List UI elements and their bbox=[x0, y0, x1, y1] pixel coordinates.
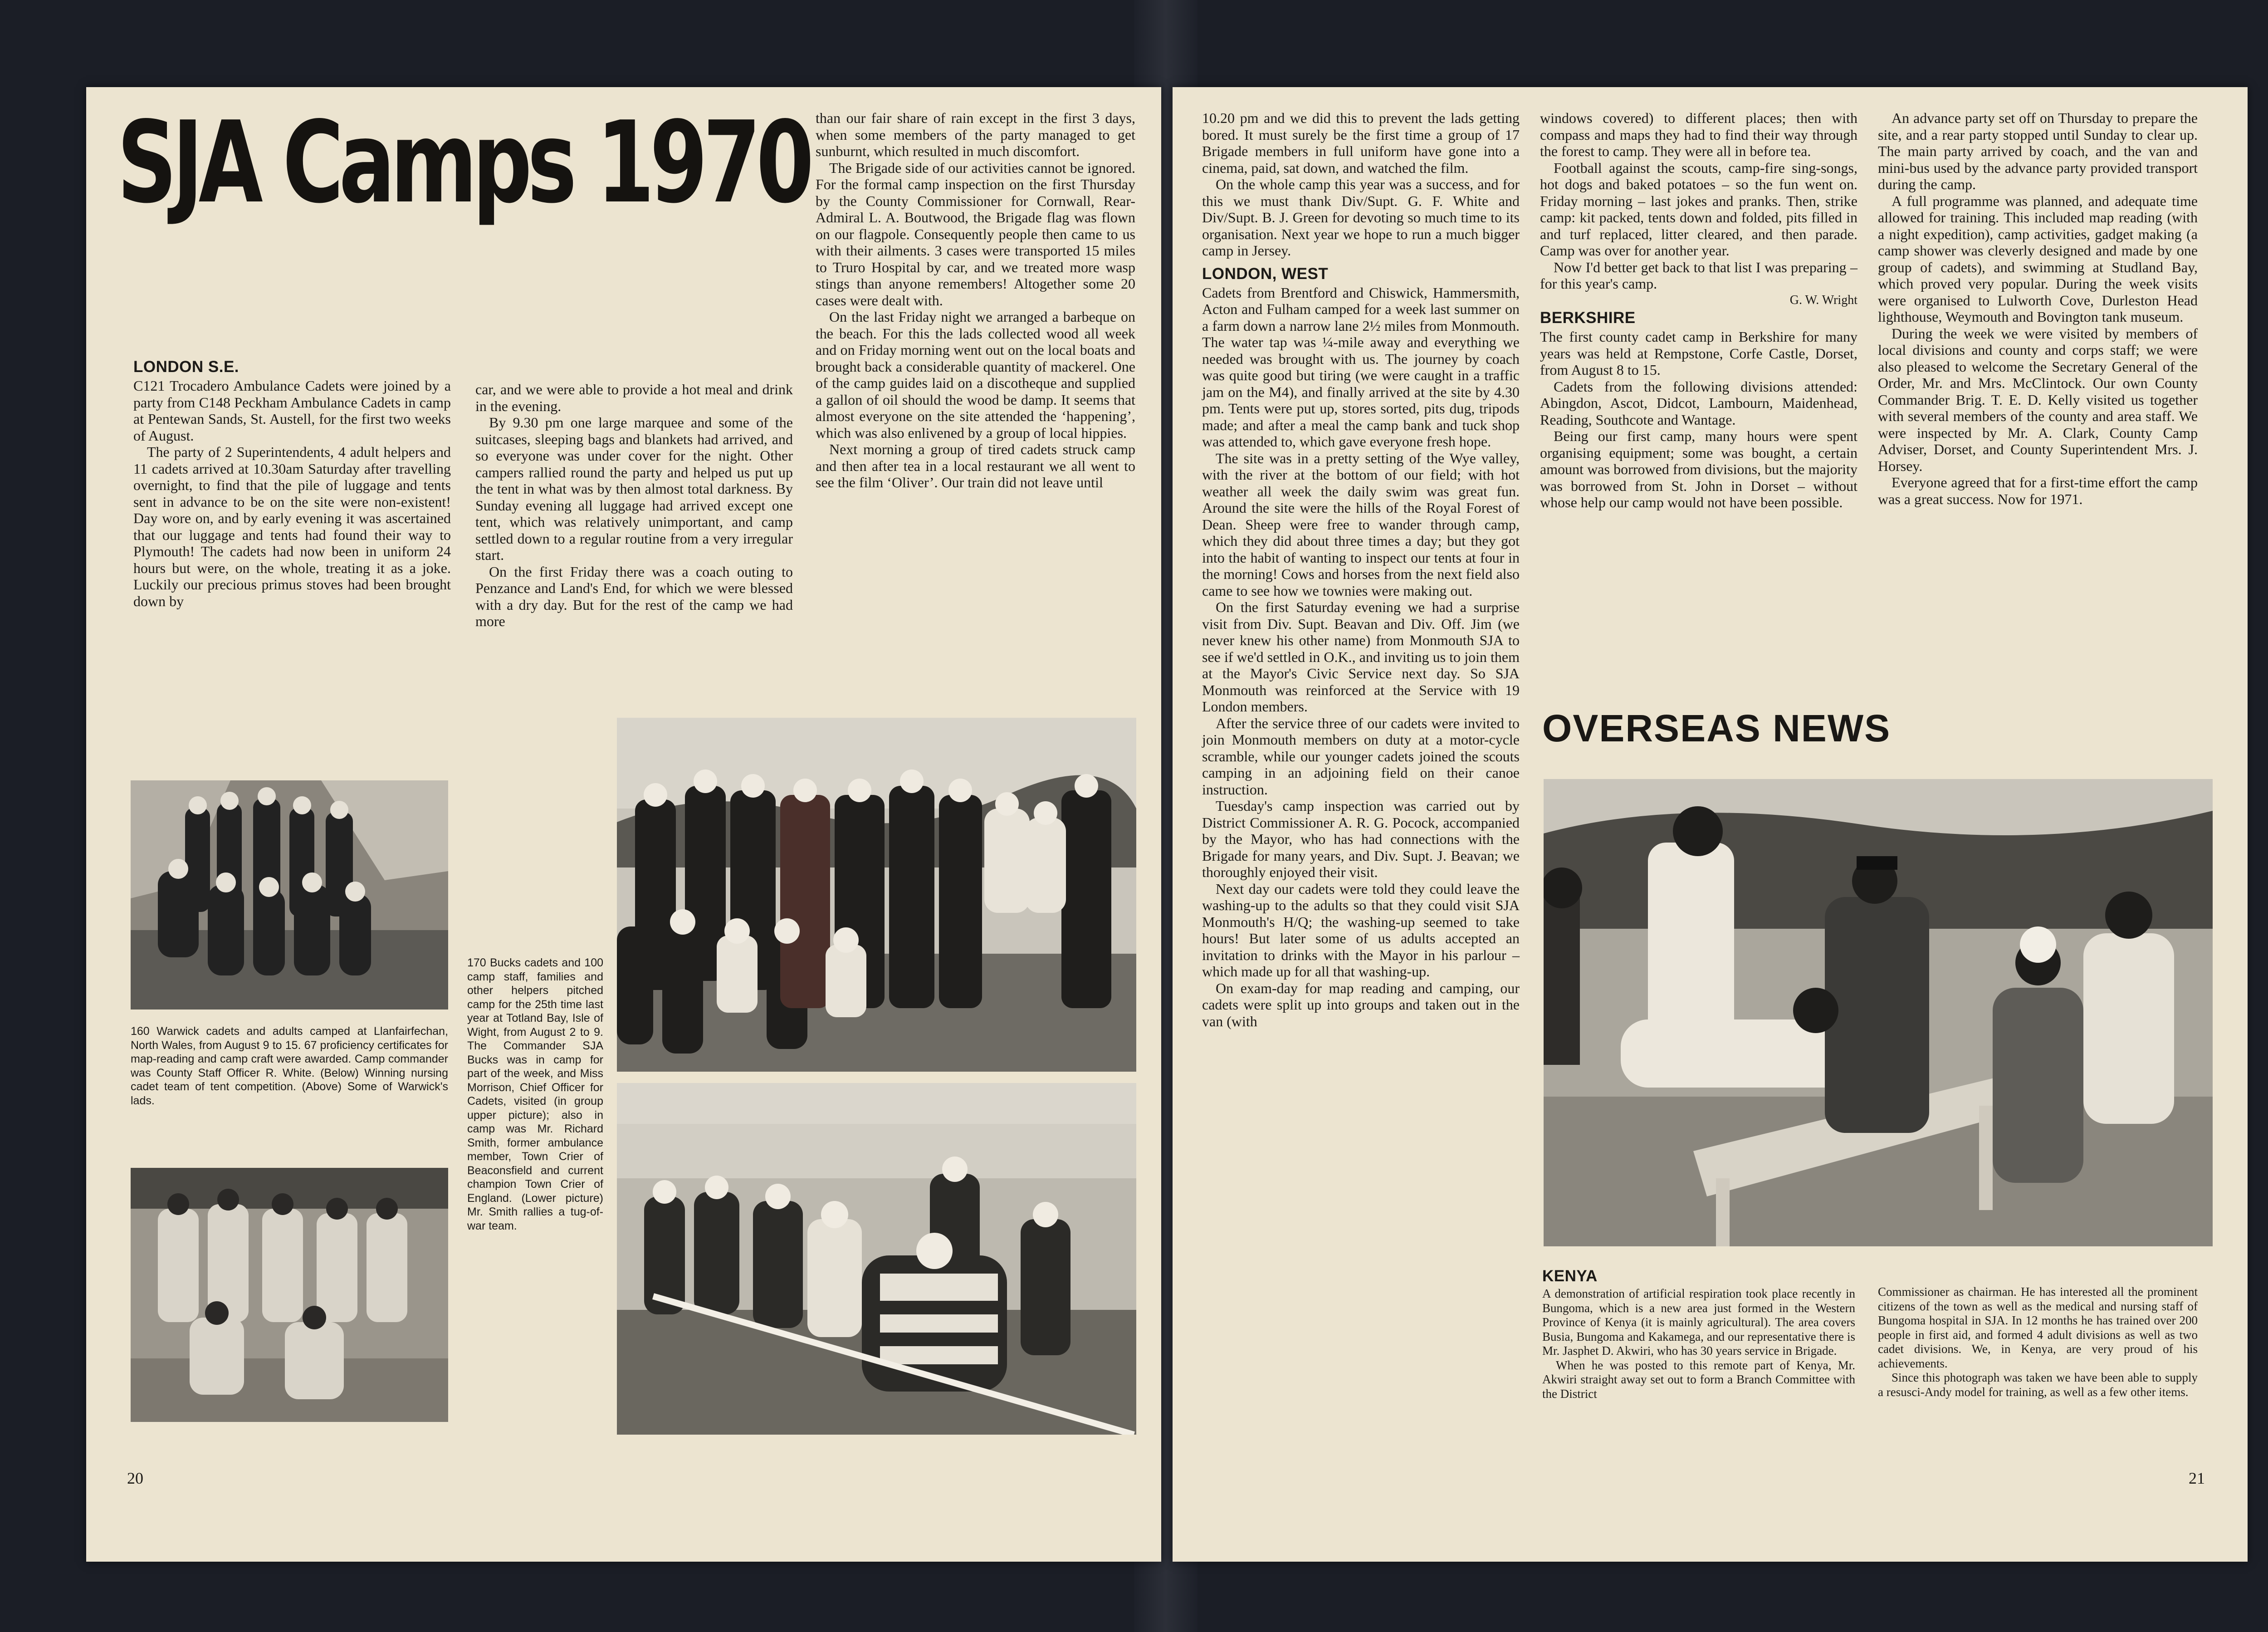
section-heading-london-west: LONDON, WEST bbox=[1202, 265, 1329, 283]
right-col1 bbox=[1202, 110, 1520, 1029]
right-col2 bbox=[1540, 110, 1857, 511]
page-number: 20 bbox=[127, 1469, 143, 1487]
paragraph: Commissioner as chairman. He has interested all the prominent citizens of the town as well as the medical and nursing staff of Bungoma hospital in SJA. In 12 months he has trained over 200 people in first aid, and formed 4 adult divisions as well as two cadet divisions. We, in Kenya, are very proud of his achievements. bbox=[1878, 1285, 2198, 1370]
paragraph: When he was posted to this remote part of Kenya, Mr. Akwiri straight away set out to form a Branch Committee with the District bbox=[1542, 1358, 1855, 1401]
paragraph: By 9.30 pm one large marquee and some of the suitcases, sleeping bags and blankets had arrived, and so everyone was under cover for the night. Other campers rallied round the party and helped us put up the tent in what was by then almost total darkness. By Sunday evening all luggage had arrived except one tent, which was relatively unimportant, and camp settled down to a regular routine from a very irregular start. bbox=[475, 414, 793, 563]
london-se-col3 bbox=[816, 110, 1135, 491]
bucks-group-photo bbox=[617, 718, 1136, 1072]
page-number: 21 bbox=[2189, 1469, 2205, 1487]
section-heading-kenya: KENYA bbox=[1542, 1267, 1598, 1285]
signature: G. W. Wright bbox=[1789, 293, 1857, 307]
kenya-photo bbox=[1544, 779, 2213, 1246]
london-se-col1 bbox=[133, 358, 451, 609]
kenya-col2 bbox=[1878, 1285, 2198, 1399]
paragraph: A full programme was planned, and adequate time allowed for training. This included map reading (with a night expedition), camp activities, gadget making (a camp shower was cleverly designed and made by one group of cadets), and swimming at Studland Bay, which proved very popular. During the week visits were organised to Lulworth Cove, Durleston Head lighthouse, Weymouth and Bovington tank museum. bbox=[1878, 192, 2198, 325]
paragraph: Football against the scouts, camp-fire sing-songs, hot dogs and baked potatoes – so the fun went on. Friday morning – last jokes and pranks. Then, strike camp: kit packed, tents down and folded, pits filled in and turf replaced, litter cleared, and then parade. Camp was over for another year. bbox=[1540, 159, 1857, 259]
paragraph: During the week we were visited by members of local divisions and county and corps staff; we were also pleased to welcome the Secretary General of the Order, Mr. and Mrs. McClintock. Our own County Commander Brig. T. E. D. Kelly visited us together with several members of the county and area staff. We were inspected by Mr. A. Clark, County Camp Adviser, Dorset, and County Superintendent Mrs. J. Horsey. bbox=[1878, 325, 2198, 474]
paragraph: The party of 2 Superintendents, 4 adult helpers and 11 cadets arrived at 10.30am Saturday after travelling overnight, to find that the pile of luggage and tents sent in advance to be on the site were non-existent! Day wore on, and by early evening it was ascertained that our luggage and tents had found their way to Plymouth! The cadets had now been in uniform 24 hours but were, on the whole, treating it as a joke. Luckily our precious primus stoves had been brought down by bbox=[133, 444, 451, 609]
caption-warwick bbox=[131, 1024, 448, 1108]
caption-text: 170 Bucks cadets and 100 camp staff, families and other helpers pitched camp for the 25th time last year at Totland Bay, Isle of Wight, from August 2 to 9. The Commander SJA Bucks was in camp for part of the week, and Miss Morrison, Chief Officer for Cadets, visited (in group upper picture); also in camp was Mr. Richard Smith, former ambulance member, Town Crier of Beaconsfield and current champion Town Crier of England. (Lower picture) Mr. Smith rallies a tug-of-war team. bbox=[467, 956, 603, 1232]
caption-bucks bbox=[467, 956, 603, 1233]
warwick-nursing-photo bbox=[131, 1168, 448, 1422]
kenya-col1 bbox=[1542, 1267, 1855, 1401]
paragraph: An advance party set off on Thursday to prepare the site, and a rear party stopped until Sunday to clear up. The main party arrived by coach, and the van and mini-bus used by the advance party provided transport during the camp. bbox=[1878, 110, 2198, 192]
paragraph: Cadets from the following divisions attended: Abingdon, Ascot, Didcot, Lambourn, Maidenhead, Reading, Southcote and Wantage. bbox=[1540, 378, 1857, 428]
paragraph: On exam-day for map reading and camping, our cadets were split up into groups and taken out in the van (with bbox=[1202, 980, 1520, 1029]
paragraph: Tuesday's camp inspection was carried out by District Commissioner A. R. G. Pocock, accompanied by the Mayor, who has had connections with the Brigade for many years, and Div. Supt. J. Beavan; we thoroughly enjoyed their visit. bbox=[1202, 798, 1520, 880]
caption-text: 160 Warwick cadets and adults camped at Llanfairfechan, North Wales, from August 9 to 15. 67 proficiency certificates for map-reading and camp craft were awarded. Camp commander was County Staff Officer R. White. (Below) Winning nursing cadet team of tent competition. (Above) Some of Warwick's lads. bbox=[131, 1025, 448, 1107]
page-left bbox=[86, 87, 1161, 1562]
london-se-col2 bbox=[475, 381, 793, 630]
warwick-lads-photo bbox=[131, 780, 448, 1010]
paragraph: car, and we were able to provide a hot meal and drink in the evening. bbox=[475, 381, 793, 414]
paragraph: Next day our cadets were told they could leave the washing-up to the adults so that they could visit SJA Monmouth's H/Q; the washing-up seemed to take hours! But later some of us adults accepted an invitation to drinks with the Mayor in his parlour – which made up for all that washing-up. bbox=[1202, 880, 1520, 980]
paragraph: 10.20 pm and we did this to prevent the lads getting bored. It must surely be the first time a group of 17 Brigade members in full uniform have gone into a cinema, paid, sat down, and watched the film. bbox=[1202, 110, 1520, 176]
paragraph: Since this photograph was taken we have been able to supply a resusci-Andy model for training, as well as a few other items. bbox=[1878, 1371, 2198, 1399]
paragraph: windows covered) to different places; then with compass and maps they had to find their way through the forest to camp. They were all in before tea. bbox=[1540, 110, 1857, 159]
paragraph: Next morning a group of tired cadets struck camp and then after tea in a local restaurant we all went to see the film ‘Oliver’. Our train did not leave until bbox=[816, 441, 1135, 490]
section-heading-london-se: LONDON S.E. bbox=[133, 358, 240, 376]
page-right bbox=[1173, 87, 2248, 1562]
right-col3 bbox=[1878, 110, 2198, 507]
paragraph: The first county cadet camp in Berkshire for many years was held at Rempstone, Corfe Castle, Dorset, from August 8 to 15. bbox=[1540, 328, 1857, 378]
paragraph: On the whole camp this year was a success, and for this we must thank Div/Supt. G. F. White and Div/Supt. B. J. Green for devoting so much time to its organisation. Next year we hope to run a much bigger camp in Jersey. bbox=[1202, 176, 1520, 259]
paragraph: On the first Friday there was a coach outing to Penzance and Land's End, for which we were blessed with a dry day. But for the rest of the camp we had more bbox=[475, 563, 793, 629]
overseas-news-heading: OVERSEAS NEWS bbox=[1542, 707, 1891, 750]
paragraph: Cadets from Brentford and Chiswick, Hammersmith, Acton and Fulham camped for a week last summer on a farm down a narrow lane 2½ miles from Monmouth. The water tap was ¼-mile away and everything we needed was brought with us. The journey by coach was quite good but tiring (we were caught in a traffic jam on the M4), and finally arrived at the site by 4.30 pm. Tents were put up, stores sorted, pits dug, tripods made; and after a meal the camp bank and tuck shop was attended to, which gave everyone fresh hope. bbox=[1202, 284, 1520, 450]
paragraph: After the service three of our cadets were invited to join Monmouth members on duty at a motor-cycle scramble, while our younger cadets joined the scouts camping in an adjoining field on their canoe instruction. bbox=[1202, 715, 1520, 798]
paragraph: Being our first camp, many hours were spent organising equipment; some was bought, a certain amount was borrowed from divisions, but the majority was borrowed from St. John in Dorset – without whose help our camp would not have been possible. bbox=[1540, 428, 1857, 510]
paragraph: Now I'd better get back to that list I was preparing – for this year's camp. bbox=[1540, 259, 1857, 292]
paragraph: On the first Saturday evening we had a surprise visit from Div. Supt. Beavan and Div. Off. Jim (we never knew his other name) from Monmouth SJA to see if we'd settled in O.K., and inviting us to join them at the Mayor's Civic Service next day. So SJA Monmouth was reinforced at the Service with 19 London members. bbox=[1202, 599, 1520, 715]
paragraph: The site was in a pretty setting of the Wye valley, with the river at the bottom of our field; with hot weather all week the daily swim was great fun. Around the site were the hills of the Royal Forest of Dean. Sheep were free to wander through camp, which they did about three times a day; but they got into the habit of wanting to inspect our tents at four in the morning! Cows and horses from the next field also came to see how we townies were making out. bbox=[1202, 450, 1520, 599]
paragraph: Everyone agreed that for a first-time effort the camp was a great success. Now for 1971. bbox=[1878, 474, 2198, 507]
article-title: SJA Camps 1970 bbox=[117, 98, 810, 228]
paragraph: On the last Friday night we arranged a barbeque on the beach. For this the lads collected wood all week and on Friday morning went out on the local boats and brought back a considerable quantity of mackerel. One of the camp guides laid on a discotheque and supplied a gallon of oil should the wood be damp. It seems that almost everyone on the site attended the ‘happening’, which was also enlivened by a group of local hippies. bbox=[816, 309, 1135, 441]
paragraph: The Brigade side of our activities cannot be ignored. For the formal camp inspection on the first Thursday by the County Commissioner for Cornwall, Rear-Admiral L. A. Boutwood, the Brigade flag was flown on our flagpole. Consequently people then came to us with their ailments. 3 cases were transported 15 miles to Truro Hospital by car, and we treated more wasp stings than anyone remembers! Altogether some 20 cases were dealt with. bbox=[816, 159, 1135, 309]
paragraph: C121 Trocadero Ambulance Cadets were joined by a party from C148 Peckham Ambulance Cadets in camp at Pentewan Sands, St. Austell, for the first two weeks of August. bbox=[133, 377, 451, 444]
paragraph: A demonstration of artificial respiration took place recently in Bungoma, which is a new area just formed in the Western Province of Kenya (it is mainly agricultural). The area covers Busia, Bungoma and Kakamega, and our representative there is Mr. Jasphet D. Akwiri, who has 30 years service in Brigade. bbox=[1542, 1287, 1855, 1358]
paragraph: than our fair share of rain except in the first 3 days, when some members of the party managed to get sunburnt, which resulted in much discomfort. bbox=[816, 110, 1135, 159]
bucks-tug-of-war-photo bbox=[617, 1083, 1136, 1435]
section-heading-berkshire: BERKSHIRE bbox=[1540, 309, 1636, 327]
